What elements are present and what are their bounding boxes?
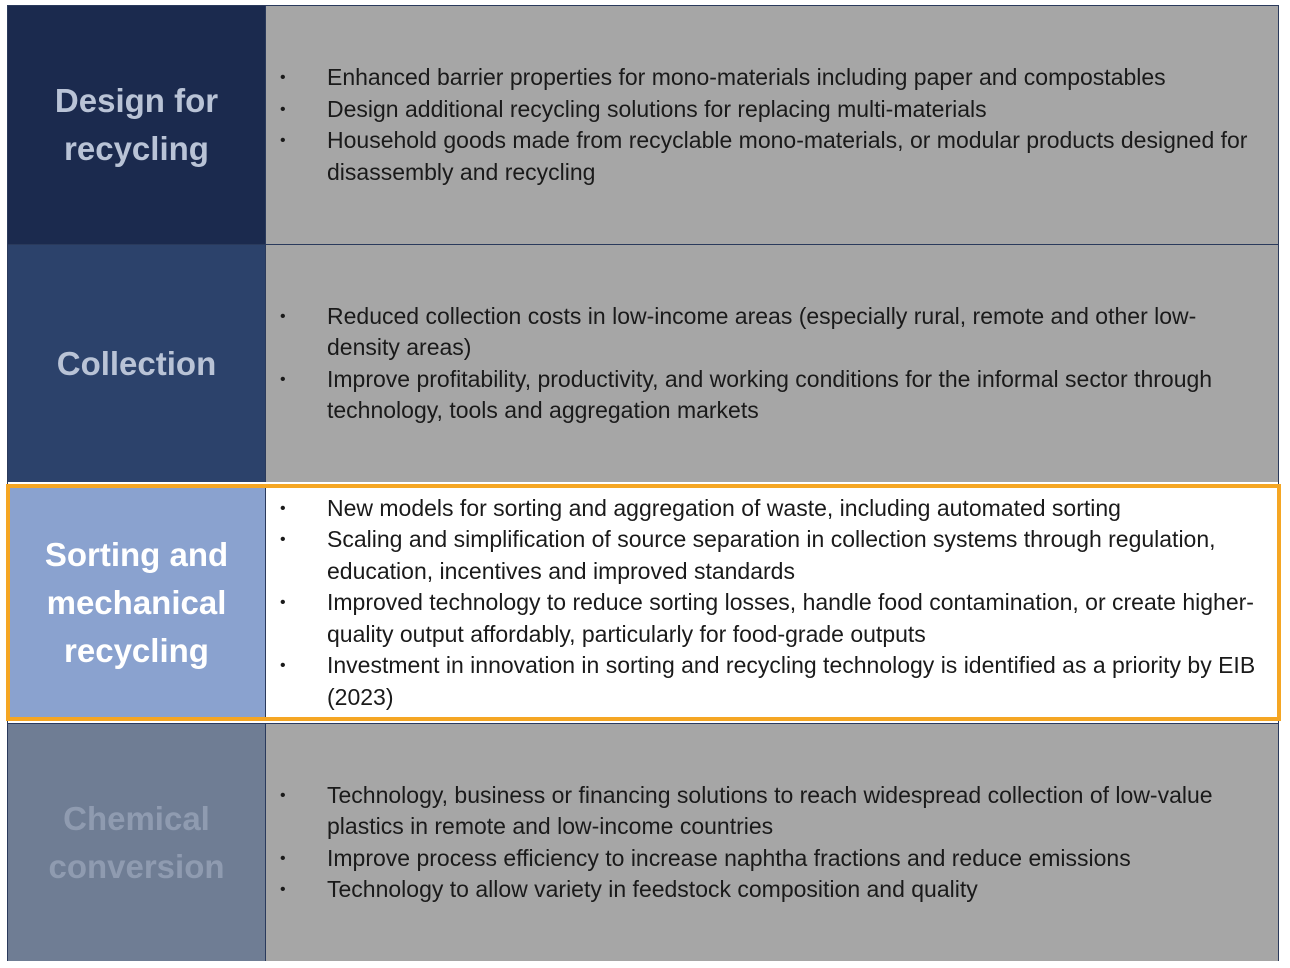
list-item: • Improve process efficiency to increase naphtha fractions and reduce emissions	[278, 843, 1260, 875]
row-content	[265, 487, 1278, 719]
bullet-icon: •	[280, 100, 286, 118]
recycling-opportunities-table	[7, 5, 1279, 961]
row-label: Sorting and mechanical recycling	[8, 487, 265, 719]
bullet-icon: •	[280, 657, 286, 675]
row-collection	[8, 245, 1278, 482]
bullet-icon: •	[280, 849, 286, 867]
list-item: • Household goods made from recyclable mono-materials, or modular products designed for disassembly and recycling	[280, 127, 1248, 185]
bullet-icon: •	[280, 594, 286, 612]
row-design-for-recycling	[8, 6, 1278, 245]
row-chemical-conversion	[8, 723, 1278, 961]
bullet-icon: •	[280, 132, 286, 149]
bullet-icon: •	[280, 370, 286, 388]
list-item: • Enhanced barrier properties for mono-materials including paper and compostables	[278, 62, 1260, 94]
bullet-icon: •	[280, 307, 286, 325]
bullet-icon: •	[280, 531, 286, 549]
row-label: Collection	[8, 245, 265, 482]
list-item: • Technology, business or financing solutions to reach widespread collection of low-value plastics in remote and low-income countries	[280, 781, 1213, 839]
list-item: • Improve profitability, productivity, and working conditions for the informal sector through technology, tools and aggregation markets	[280, 365, 1213, 423]
row-label: Chemical conversion	[8, 724, 265, 961]
bullet-icon: •	[280, 881, 286, 898]
list-item: • Design additional recycling solutions for replacing multi-materials	[278, 94, 1260, 126]
row-content	[265, 245, 1278, 482]
list-item: • Reduced collection costs in low-income areas (especially rural, remote and other low-density areas)	[280, 302, 1197, 360]
list-item: • Investment in innovation in sorting and recycling technology is identified as a priority by EIB (2023)	[280, 652, 1256, 710]
bullet-list	[278, 301, 1260, 427]
bullet-icon: •	[280, 499, 286, 517]
row-label: Design for recycling	[8, 6, 265, 244]
bullet-icon: •	[280, 786, 286, 804]
list-item: • Technology to allow variety in feedstock composition and quality	[278, 874, 1260, 906]
bullet-list	[278, 62, 1260, 188]
row-sorting-and-mechanical-recycling	[8, 487, 1278, 719]
row-content	[265, 724, 1278, 961]
list-item: • Scaling and simplification of source separation in collection systems through regulation, education, incentives and improved standards	[280, 526, 1216, 584]
row-content	[265, 6, 1278, 244]
list-item: • Improved technology to reduce sorting losses, handle food contamination, or create higher-quality output affordably, particularly for food-grade outputs	[280, 589, 1254, 647]
list-item: • New models for sorting and aggregation of waste, including automated sorting	[278, 493, 1260, 525]
bullet-icon: •	[280, 69, 286, 86]
bullet-list	[278, 780, 1260, 906]
bullet-list	[278, 493, 1260, 714]
